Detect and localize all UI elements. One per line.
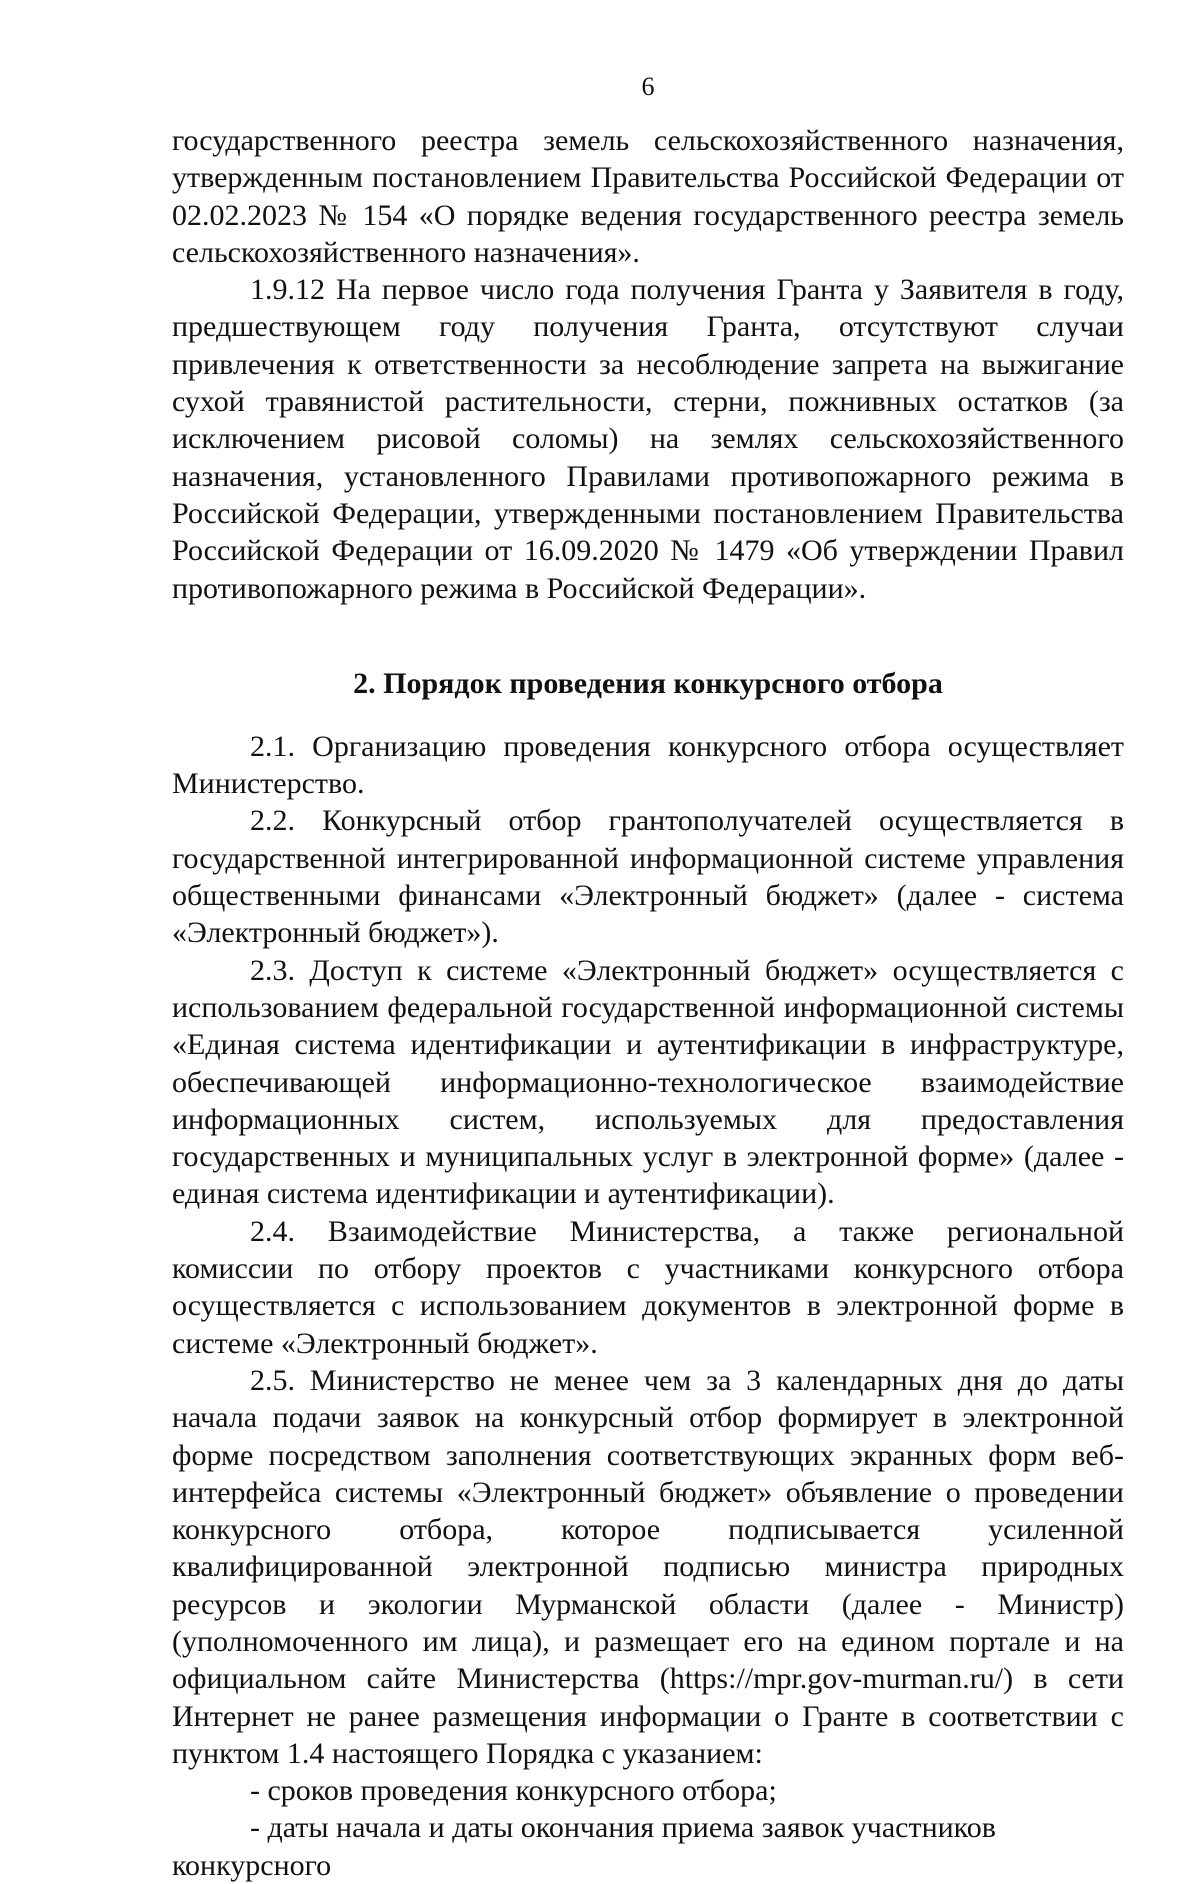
paragraph-2-2: 2.2. Конкурсный отбор грантополучателей осуществляется в государственной интегрированной информационной системе управления общественными финансами «Электронный бюджет» (далее - система «Электронный бюджет»).	[172, 804, 1124, 950]
list-item: - сроков проведения конкурсного отбора;	[250, 1774, 777, 1808]
paragraph-1-9-12: 1.9.12 На первое число года получения Гранта у Заявителя в году, предшествующем году получения Гранта, отсутствуют случаи привлечения к ответственности за несоблюдение запрета на выжигание сухой травянистой растительности, стерни, пожнивных остатков (за исключением рисовой соломы) на землях сельскохозяйственного назначения, установленного Правилами противопожарного режима в Российской Федерации, утвержденными постановлением Правительства Российской Федерации от 16.09.2020 № 1479 «Об утверждении Правил противопожарного режима в Российской Федерации».	[172, 273, 1124, 605]
document-body	[172, 122, 1124, 1884]
paragraph-continuation: государственного реестра земель сельскохозяйственного назначения, утвержденным постановлением Правительства Российской Федерации от 02.02.2023 № 154 «О порядке ведения государственного реестра земель сельскохозяйственного назначения».	[172, 124, 1124, 269]
document-page	[172, 0, 1124, 1882]
paragraph-2-3: 2.3. Доступ к системе «Электронный бюджет» осуществляется с использованием федеральной государственной информационной системы «Единая система идентификации и аутентификации в инфраструктуре, обеспечивающей информационно-технологическое взаимодействие информационных систем, используемых для предоставления государственных и муниципальных услуг в электронной форме» (далее - единая система идентификации и аутентификации).	[172, 953, 1124, 1211]
page-number: 6	[641, 72, 655, 101]
list-item: - даты начала и даты окончания приема заявок участников конкурсного	[172, 1811, 996, 1882]
section-heading: 2. Порядок проведения конкурсного отбора	[353, 666, 943, 700]
paragraph-2-5: 2.5. Министерство не менее чем за 3 календарных дня до даты начала подачи заявок на конкурсный отбор формирует в электронной форме посредством заполнения соответствующих экранных форм веб-интерфейса системы «Электронный бюджет» объявление о проведении конкурсного отбора, которое подписывается усиленной квалифицированной электронной подписью министра природных ресурсов и экологии Мурманской области (далее - Министр) (уполномоченного им лица), и размещает его на едином портале и на официальном сайте Министерства (https://mpr.gov-murman.ru/) в сети Интернет не ранее размещения информации о Гранте в соответствии с пунктом 1.4 настоящего Порядка с указанием:	[172, 1363, 1124, 1770]
paragraph-2-1: 2.1. Организацию проведения конкурсного отбора осуществляет Министерство.	[172, 729, 1124, 801]
paragraph-2-4: 2.4. Взаимодействие Министерства, а также региональной комиссии по отбору проектов с участниками конкурсного отбора осуществляется с использованием документов в электронной форме в системе «Электронный бюджет».	[172, 1214, 1124, 1360]
